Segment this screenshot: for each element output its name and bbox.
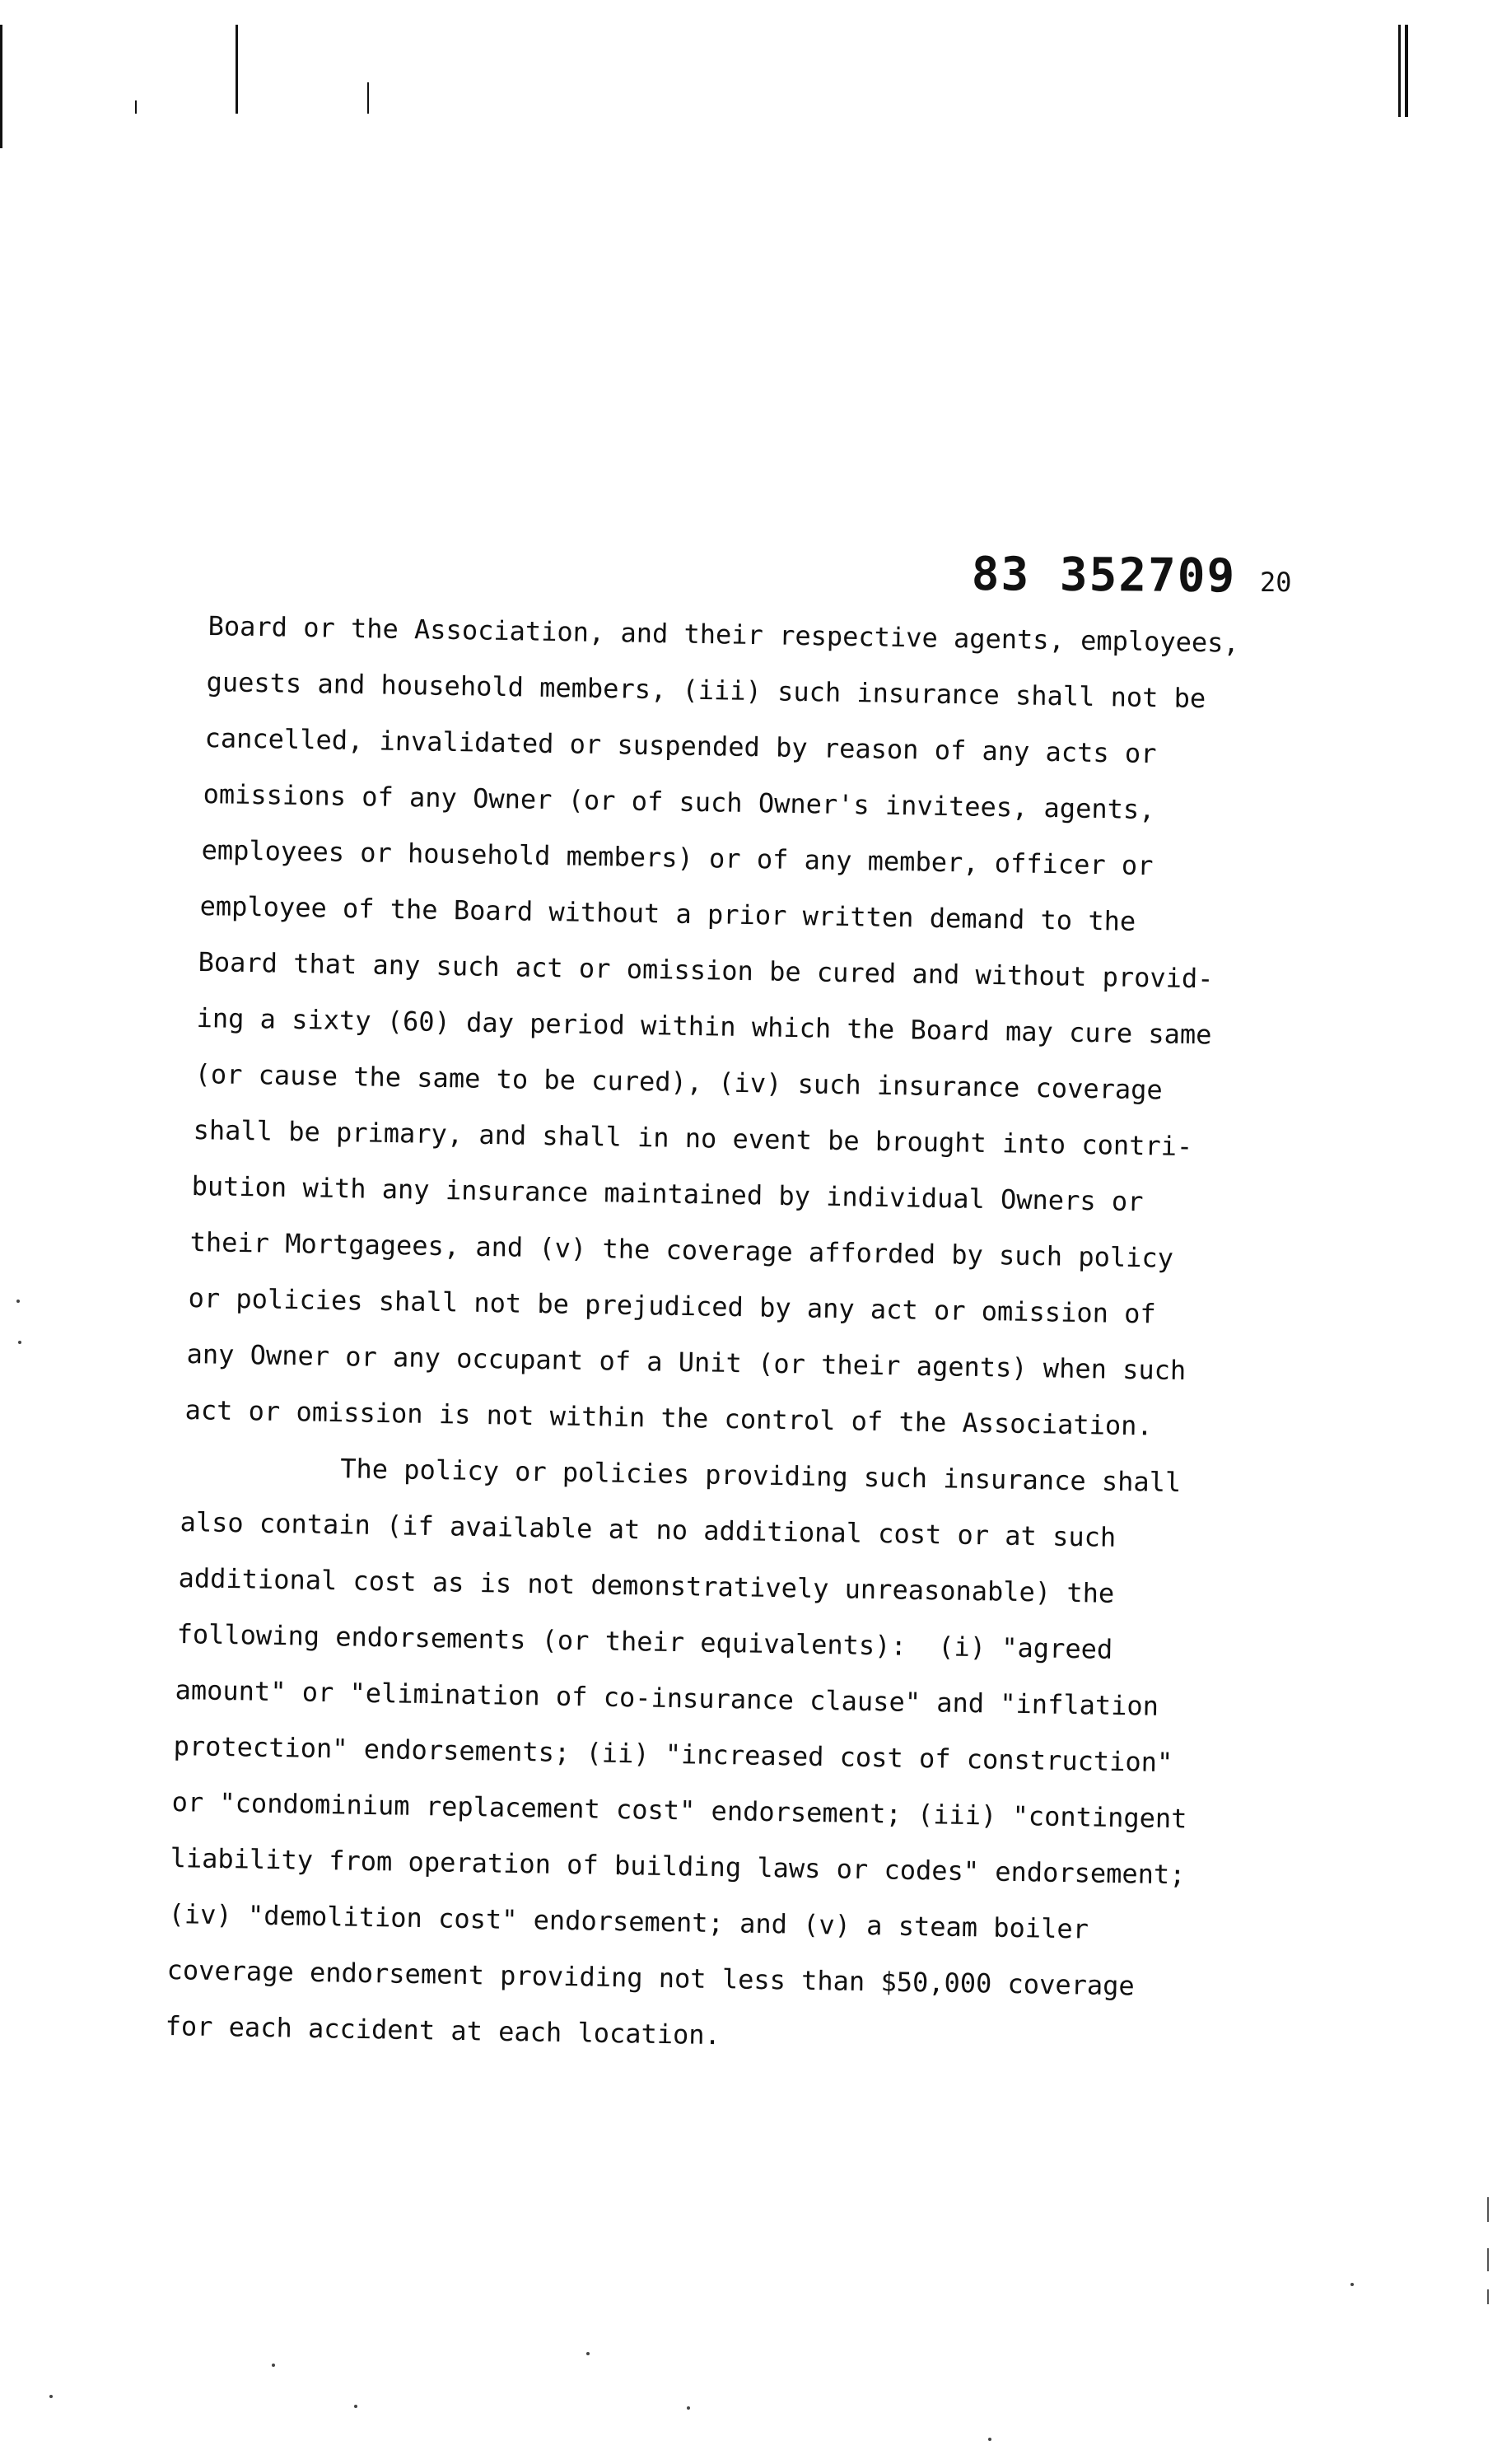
text-line: shall be primary, and shall in no event be brought into contri- (193, 1113, 1193, 1163)
scan-speck (354, 2405, 357, 2408)
text-line: bution with any insurance maintained by individual Owners or (191, 1169, 1144, 1218)
text-line: following endorsements (or their equivalents): (i) "agreed (176, 1617, 1113, 1665)
text-line: for each accident at each location. (165, 2009, 721, 2051)
scan-speck (49, 2395, 53, 2398)
text-line: liability from operation of building laws or codes" endorsement; (170, 1841, 1186, 1891)
text-line: cancelled, invalidated or suspended by reason of any acts or (204, 721, 1157, 770)
scan-speck (18, 1341, 21, 1344)
scan-mark-right-lower-2 (1487, 2248, 1489, 2271)
scan-mark-right-lower-3 (1487, 2289, 1489, 2304)
text-line: coverage endorsement providing not less than $50,000 coverage (166, 1953, 1136, 2002)
text-line: The policy or policies providing such insurance shall (181, 1449, 1182, 1499)
text-line: Board or the Association, and their respective agents, employees, (208, 609, 1240, 659)
text-line: or policies shall not be prejudiced by any act or omission of (188, 1281, 1157, 1330)
scan-speck (988, 2438, 991, 2441)
scan-speck (16, 1300, 20, 1303)
scan-mark-tall (236, 25, 238, 114)
scan-mark-small-1 (135, 100, 137, 114)
scan-mark-right-bar-2 (1405, 25, 1408, 117)
scan-mark-left-edge (0, 25, 2, 148)
text-line: or "condominium replacement cost" endorsement; (iii) "contingent (171, 1785, 1187, 1835)
text-line: act or omission is not within the control of the Association. (184, 1393, 1154, 1442)
text-line: (or cause the same to be cured), (iv) such insurance coverage (194, 1057, 1164, 1106)
text-line: (iv) "demolition cost" endorsement; and (v) a steam boiler (168, 1897, 1089, 1945)
text-line: also contain (if available at no additional cost or at such (180, 1505, 1117, 1553)
text-line: ing a sixty (60) day period within which the Board may cure same (196, 1001, 1212, 1051)
scan-speck (687, 2406, 690, 2410)
scan-mark-small-2 (367, 82, 369, 114)
recording-stamp-number: 83 352709 (971, 548, 1237, 604)
text-line: amount" or "elimination of co-insurance clause" and "inflation (175, 1673, 1159, 1722)
scan-speck (586, 2352, 590, 2355)
text-line: their Mortgagees, and (v) the coverage afforded by such policy (189, 1225, 1174, 1274)
text-line: omissions of any Owner (or of such Owner's invitees, agents, (203, 777, 1155, 826)
text-line: guests and household members, (iii) such insurance shall not be (206, 665, 1206, 715)
scan-mark-right-lower-1 (1487, 2197, 1489, 2222)
text-line: Board that any such act or omission be cured and without provid- (198, 945, 1214, 995)
text-line: employee of the Board without a prior written demand to the (199, 889, 1136, 937)
text-line: protection" endorsements; (ii) "increased cost of construction" (173, 1729, 1173, 1779)
text-line: employees or household members) or of any member, officer or (201, 833, 1154, 882)
scan-speck (272, 2364, 275, 2367)
text-line: any Owner or any occupant of a Unit (or their agents) when such (186, 1337, 1187, 1387)
scan-mark-right-bar-1 (1398, 25, 1401, 117)
page-number: 20 (1260, 567, 1292, 598)
scan-speck (1350, 2283, 1354, 2286)
text-line: additional cost as is not demonstratively unreasonable) the (178, 1561, 1115, 1609)
